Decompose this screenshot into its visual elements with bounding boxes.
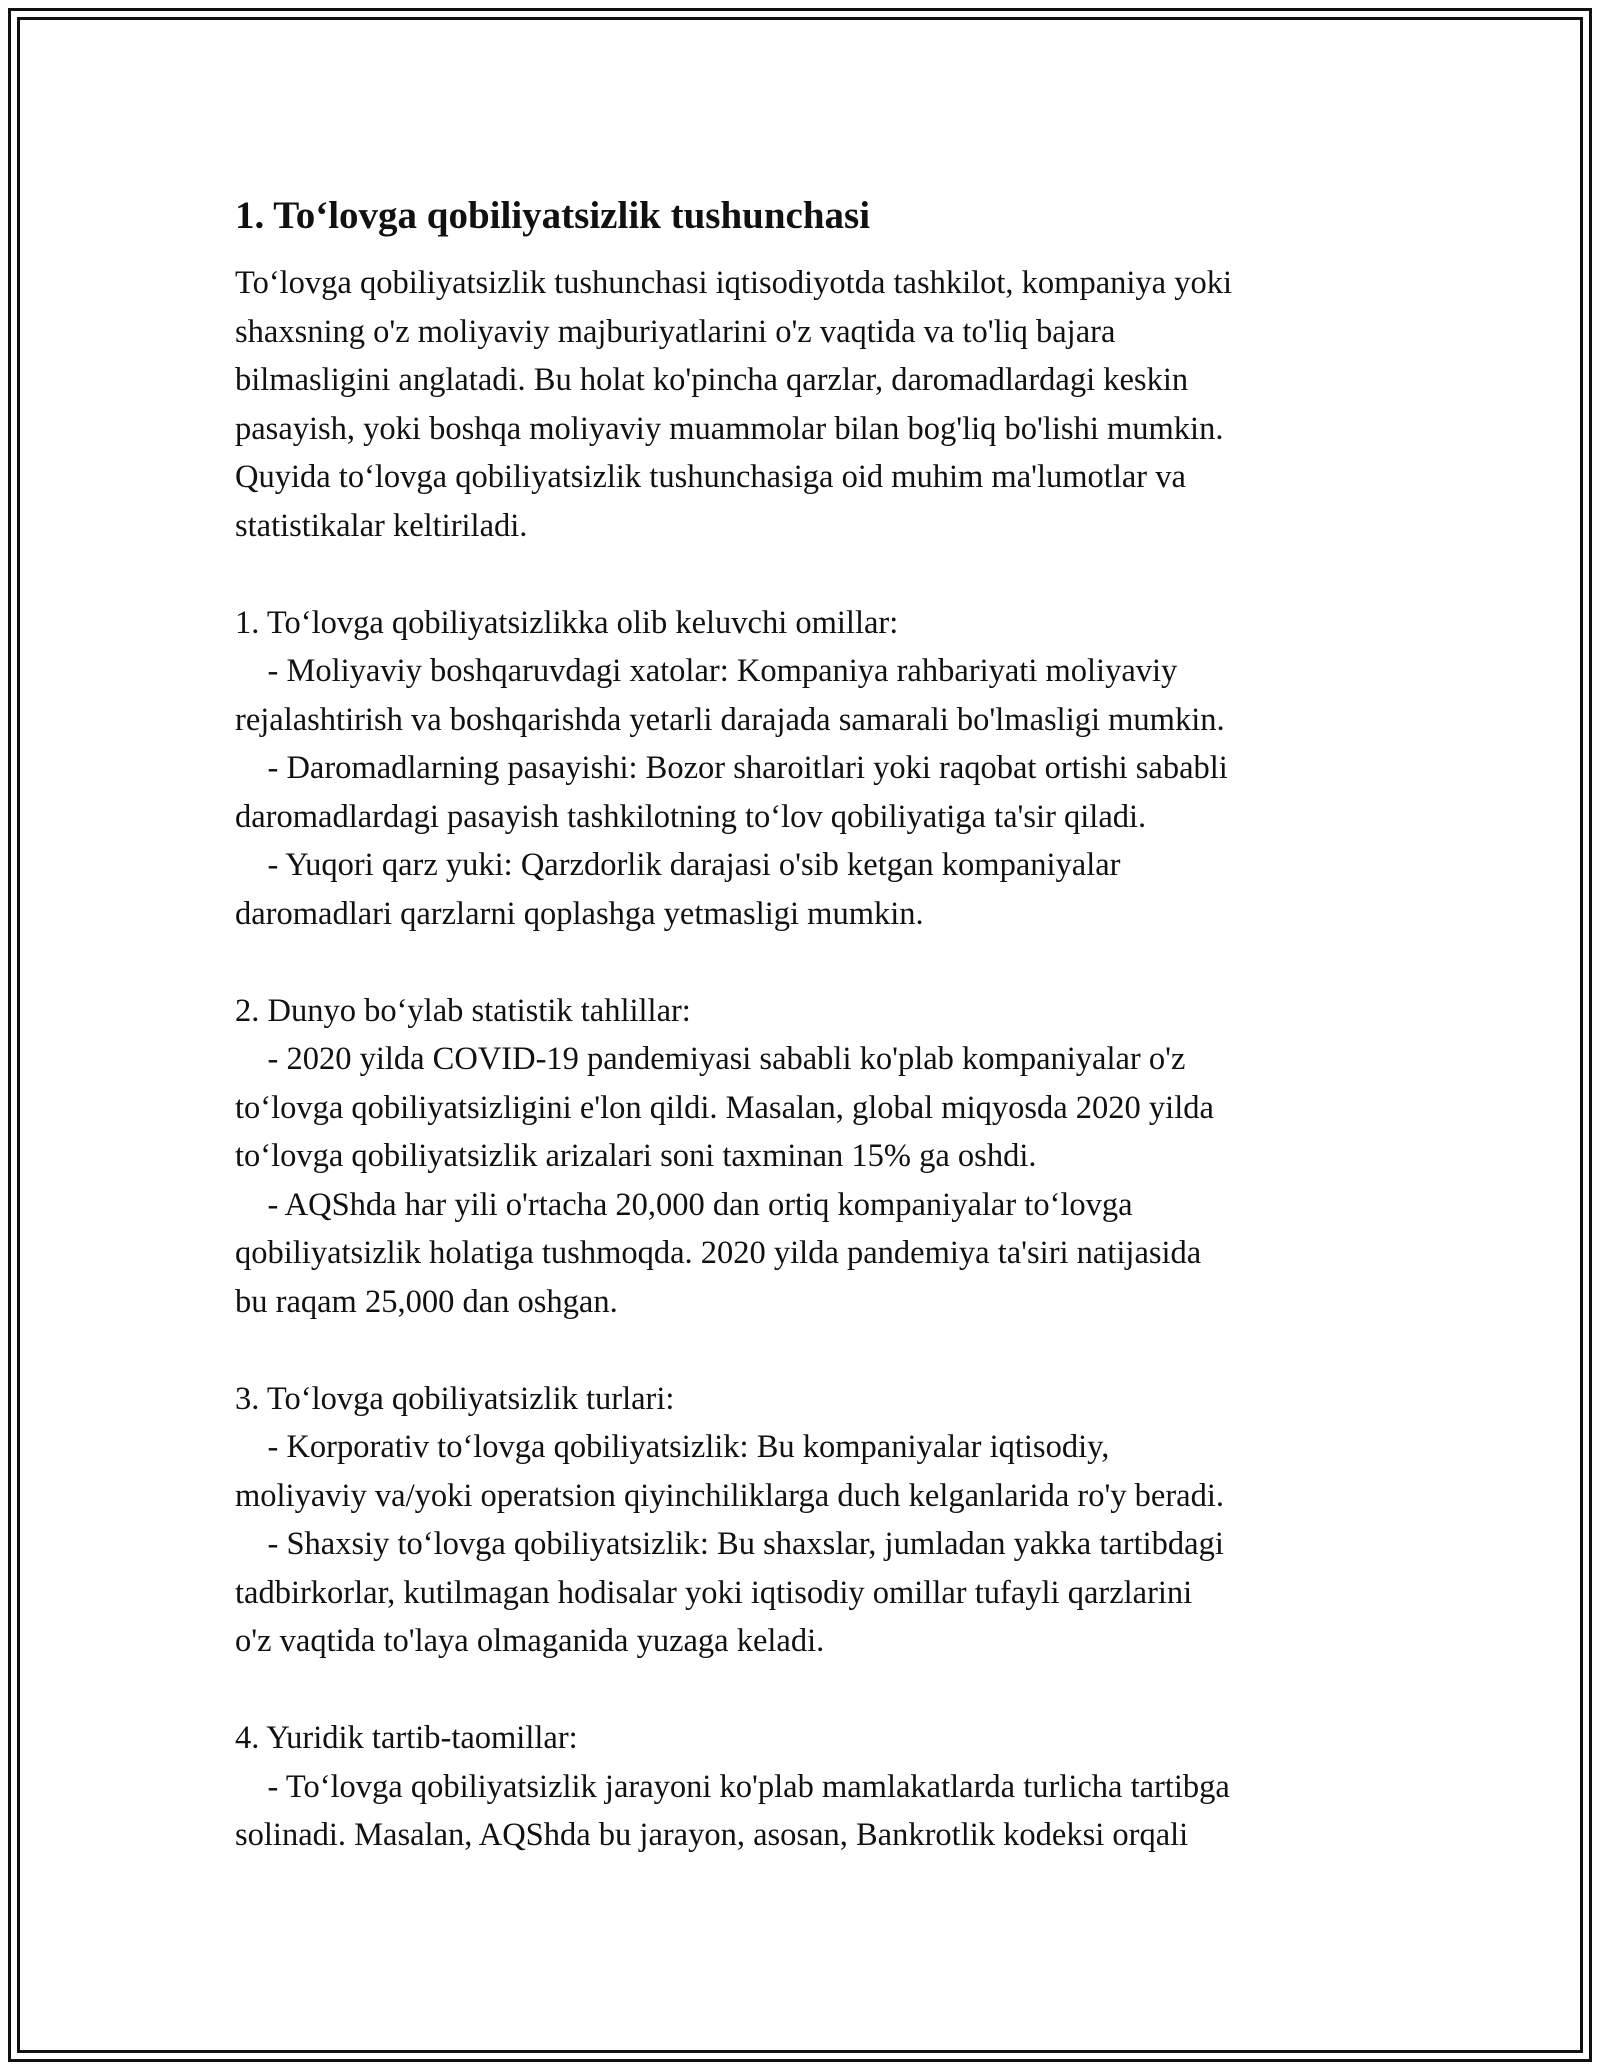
section-line: - Moliyaviy boshqaruvdagi xatolar: Kompaniya rahbariyati moliyaviy (235, 653, 1178, 689)
section-line: rejalashtirish va boshqarishda yetarli darajada samarali bo'lmasligi mumkin. (235, 701, 1225, 738)
section-line: - Yuqori qarz yuki: Qarzdorlik darajasi o'sib ketgan kompaniyalar (235, 847, 1121, 883)
document-title: 1. To‘lovga qobiliyatsizlik tushunchasi (235, 194, 871, 237)
section-types (235, 1375, 1395, 1666)
section-line: moliyaviy va/yoki operatsion qiyinchiliklarga duch kelganlarida ro'y beradi. (235, 1477, 1225, 1514)
section-line: - Daromadlarning pasayishi: Bozor sharoitlari yoki raqobat ortishi sababli (235, 750, 1228, 786)
section-line: solinadi. Masalan, AQShda bu jarayon, asosan, Bankrotlik kodeksi orqali (235, 1817, 1189, 1853)
paragraph-gap (235, 1326, 1395, 1375)
intro-line: Quyida to‘lovga qobiliyatsizlik tushunchasiga oid muhim ma'lumotlar va (235, 459, 1186, 495)
section-line: - 2020 yilda COVID-19 pandemiyasi sababli ko'plab kompaniyalar o'z (235, 1041, 1186, 1077)
intro-line: statistikalar keltiriladi. (235, 507, 528, 544)
document-body (235, 188, 1395, 1860)
section-line: o'z vaqtida to'laya olmaganida yuzaga keladi. (235, 1623, 825, 1659)
section-line: bu raqam 25,000 dan oshgan. (235, 1283, 618, 1320)
section-line: - Korporativ to‘lovga qobiliyatsizlik: Bu kompaniyalar iqtisodiy, (235, 1429, 1110, 1465)
intro-line: To‘lovga qobiliyatsizlik tushunchasi iqtisodiyotda tashkilot, kompaniya yoki (235, 265, 1232, 301)
section-heading: 1. To‘lovga qobiliyatsizlikka olib keluvchi omillar: (235, 604, 899, 641)
section-heading: 3. To‘lovga qobiliyatsizlik turlari: (235, 1380, 675, 1417)
intro-paragraph (235, 259, 1395, 550)
section-heading: 2. Dunyo bo‘ylab statistik tahlillar: (235, 992, 691, 1029)
section-line: qobiliyatsizlik holatiga tushmoqda. 2020 yilda pandemiya ta'siri natijasida (235, 1235, 1202, 1271)
section-line: - To‘lovga qobiliyatsizlik jarayoni ko'plab mamlakatlarda turlicha tartibga (235, 1768, 1230, 1805)
section-line: daromadlardagi pasayish tashkilotning to‘lov qobiliyatiga ta'sir qiladi. (235, 798, 1147, 835)
section-line: to‘lovga qobiliyatsizlik arizalari soni taxminan 15% ga oshdi. (235, 1138, 1037, 1174)
section-line: - Shaxsiy to‘lovga qobiliyatsizlik: Bu shaxslar, jumladan yakka tartibdagi (235, 1526, 1224, 1562)
section-line: tadbirkorlar, kutilmagan hodisalar yoki iqtisodiy omillar tufayli qarzlarini (235, 1574, 1193, 1611)
section-factors (235, 599, 1395, 939)
intro-line: bilmasligini anglatadi. Bu holat ko'pincha qarzlar, daromadlardagi keskin (235, 362, 1189, 398)
intro-line: pasayish, yoki boshqa moliyaviy muammolar bilan bog'liq bo'lishi mumkin. (235, 410, 1224, 447)
paragraph-gap (235, 938, 1395, 987)
section-line: daromadlari qarzlarni qoplashga yetmasligi mumkin. (235, 895, 924, 932)
paragraph-gap (235, 550, 1395, 599)
intro-line: shaxsning o'z moliyaviy majburiyatlarini o'z vaqtida va to'liq bajara (235, 313, 1116, 350)
section-line: - AQShda har yili o'rtacha 20,000 dan ortiq kompaniyalar to‘lovga (235, 1186, 1133, 1223)
paragraph-gap (235, 1666, 1395, 1715)
section-line: to‘lovga qobiliyatsizligini e'lon qildi. Masalan, global miqyosda 2020 yilda (235, 1089, 1214, 1126)
section-statistics (235, 987, 1395, 1327)
section-legal (235, 1714, 1395, 1860)
section-heading: 4. Yuridik tartib-taomillar: (235, 1720, 578, 1756)
